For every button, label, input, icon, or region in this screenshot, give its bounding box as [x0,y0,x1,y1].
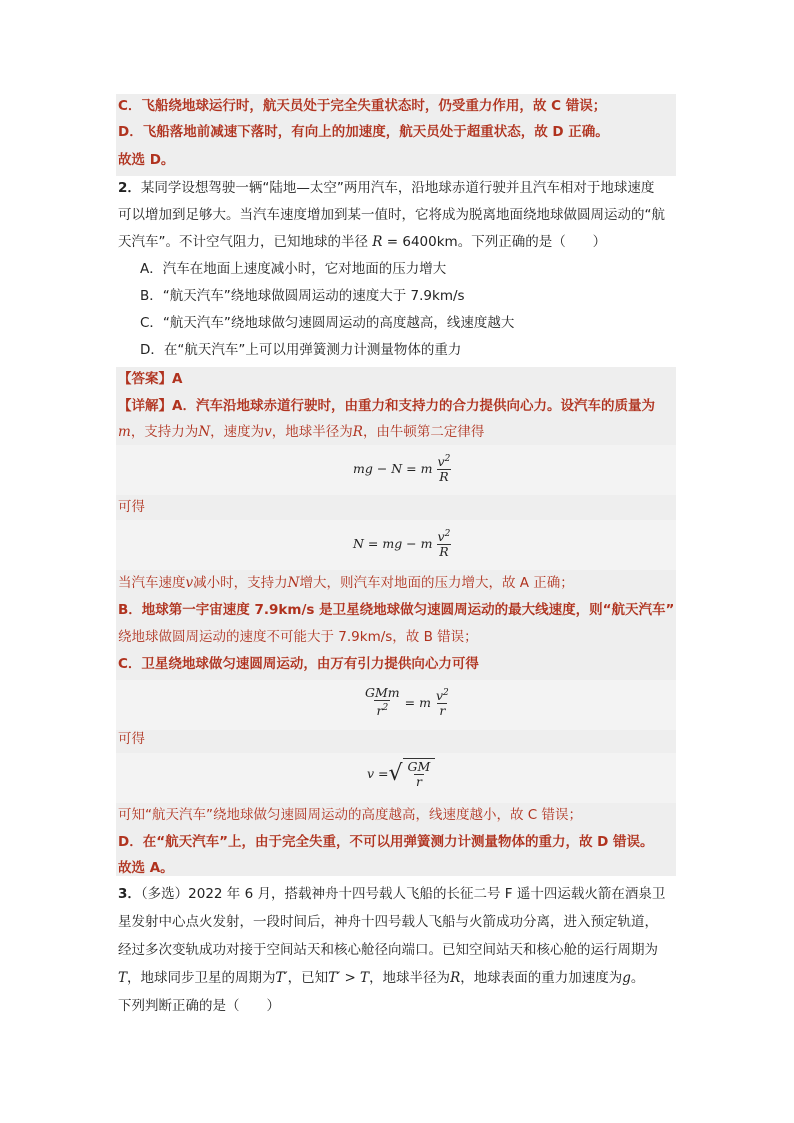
detail-line-2 [118,422,484,442]
text-span: 。 [630,970,645,986]
formula-lhs: mg − N = m [353,460,433,476]
numerator [436,527,453,544]
answer-label: 【答案】A [118,371,183,387]
denominator [374,700,390,718]
variable-T-prime: T′ [275,970,288,986]
text-span: ，已知 [287,970,329,986]
denominator: R [439,469,449,485]
solution-line-c: C．飞船绕地球运行时，航天员处于完全失重状态时，仍受重力作用，故 C 错误； [118,98,607,114]
text-span: ，支持力为 [130,424,199,440]
fraction [436,452,453,484]
variable-N: N [198,424,211,440]
numerator [434,686,451,703]
text-span: ，地球半径为 [271,424,353,440]
fraction [434,686,451,718]
numerator [436,452,453,469]
text-span: 当汽车速度 [118,575,186,591]
superscript: 2 [444,454,451,464]
kede-1: 可得 [118,499,145,515]
fraction [406,760,433,789]
question-3-line-4 [118,968,644,988]
question-2-line-1 [118,178,654,198]
formula-lhs: N = mg − m [353,535,433,551]
option-b: B．“航天汽车”绕地球做圆周运动的速度大于 7.9km/s [140,288,465,304]
inequality: T′ > T [328,970,370,986]
variable-m: m [118,424,131,440]
variable-R: R [450,970,461,986]
fraction [436,527,453,559]
result-a [118,573,574,593]
result-c-1: C．卫星绕地球做匀速圆周运动，由万有引力提供向心力可得 [118,656,479,672]
text-span: ，地球同步卫星的周期为 [127,970,276,986]
variable-T: T [118,970,128,986]
detail-tag: 【详解】 [118,398,172,414]
formula-newton [353,452,455,484]
result-b-1: B．地球第一宇宙速度 7.9km/s 是卫星绕地球做匀速圆周运动的最大线速度，则“航天汽车” [118,602,675,618]
option-a: A．汽车在地面上速度减小时，它对地面的压力增大 [140,261,447,277]
superscript: 2 [443,688,449,698]
question-2-line-2: 可以增加到足够大。当汽车速度增加到某一值时，它将成为脱离地面绕地球做圆周运动的“航 [118,207,665,223]
variable-R: R [372,234,383,250]
denominator: r [415,774,422,789]
detail-text: A．汽车沿地球赤道行驶时，由重力和支持力的合力提供向心力。设汽车的质量为 [172,398,655,414]
fraction [363,686,402,718]
radical-sign: √ [388,760,403,786]
variable-g: g [622,970,631,986]
question-3-line-3: 经过多次变轨成功对接于空间站天和核心舱径向端口。已知空间站天和核心舱的运行周期为 [118,942,658,958]
superscript: 2 [444,529,451,539]
option-d: D．在“航天汽车”上可以用弹簧测力计测量物体的重力 [140,342,462,358]
final-choice: 故选 A。 [118,860,174,876]
result-c-2: 可知“航天汽车”绕地球做匀速圆周运动的高度越高，线速度越小，故 C 错误； [118,807,582,823]
variable-R: R [352,424,363,440]
question-3-line-5: 下列判断正确的是（ ） [118,998,280,1014]
option-c: C．“航天汽车”绕地球做匀速圆周运动的高度越高，线速度越大 [140,315,515,331]
denominator: R [439,544,449,560]
numerator: GM [407,759,431,774]
den-var: r [376,703,383,719]
result-d: D．在“航天汽车”上，由于完全失重，不可以用弹簧测力计测量物体的重力，故 D 错误。 [118,834,654,850]
formula-mid: = m [404,694,431,710]
question-3-line-1 [118,884,665,904]
denominator: r [439,703,446,719]
text-span: = 6400km。下列正确的是（ ） [382,234,607,250]
detail-line-1 [118,396,655,416]
square-root [389,758,436,789]
solution-line-d: D．飞船落地前减速下落时，有向上的加速度，航天员处于超重状态，故 D 正确。 [118,124,609,140]
num-var: v [437,454,445,470]
result-b-2: 绕地球做圆周运动的速度不可能大于 7.9km/s，故 B 错误； [118,629,478,645]
formula-gravitation [360,686,454,718]
text-span: 减小时，支持力 [193,575,288,591]
question-3-line-2: 星发射中心点火发射，一段时间后，神舟十四号载人飞船与火箭成功分离，进入预定轨道， [118,914,658,930]
question-text: （多选）2022 年 6 月，搭载神舟十四号载人飞船的长征二号 F 遥十四运载火箭在酒泉卫 [140,886,666,902]
num-var: v [435,688,444,704]
question-number: 2． [118,180,141,196]
superscript: 2 [382,703,389,713]
radicand [403,758,436,789]
question-number: 3． [118,886,141,902]
formula-lhs: v = [367,766,389,781]
formula-normal-force [353,527,455,559]
formula-velocity [367,758,435,789]
numerator: GMm [365,685,400,700]
question-text: 某同学设想驾驶一辆“陆地—太空”两用汽车，沿地球赤道行驶并且汽车相对于地球速度 [140,180,655,196]
text-span: ，速度为 [210,424,265,440]
kede-2: 可得 [118,731,145,747]
text-span: ，由牛顿第二定律得 [362,424,485,440]
text-span: 天汽车”。不计空气阻力，已知地球的半径 [118,234,373,250]
variable-v: v [264,424,272,440]
solution-choice: 故选 D。 [118,152,175,168]
question-2-line-3 [118,232,606,252]
variable-N: N [287,575,300,591]
text-span: ，地球半径为 [369,970,451,986]
num-var: v [437,529,445,545]
variable-v: v [185,575,194,591]
text-span: 增大，则汽车对地面的压力增大，故 A 正确； [299,575,574,591]
text-span: ，地球表面的重力加速度为 [460,970,623,986]
